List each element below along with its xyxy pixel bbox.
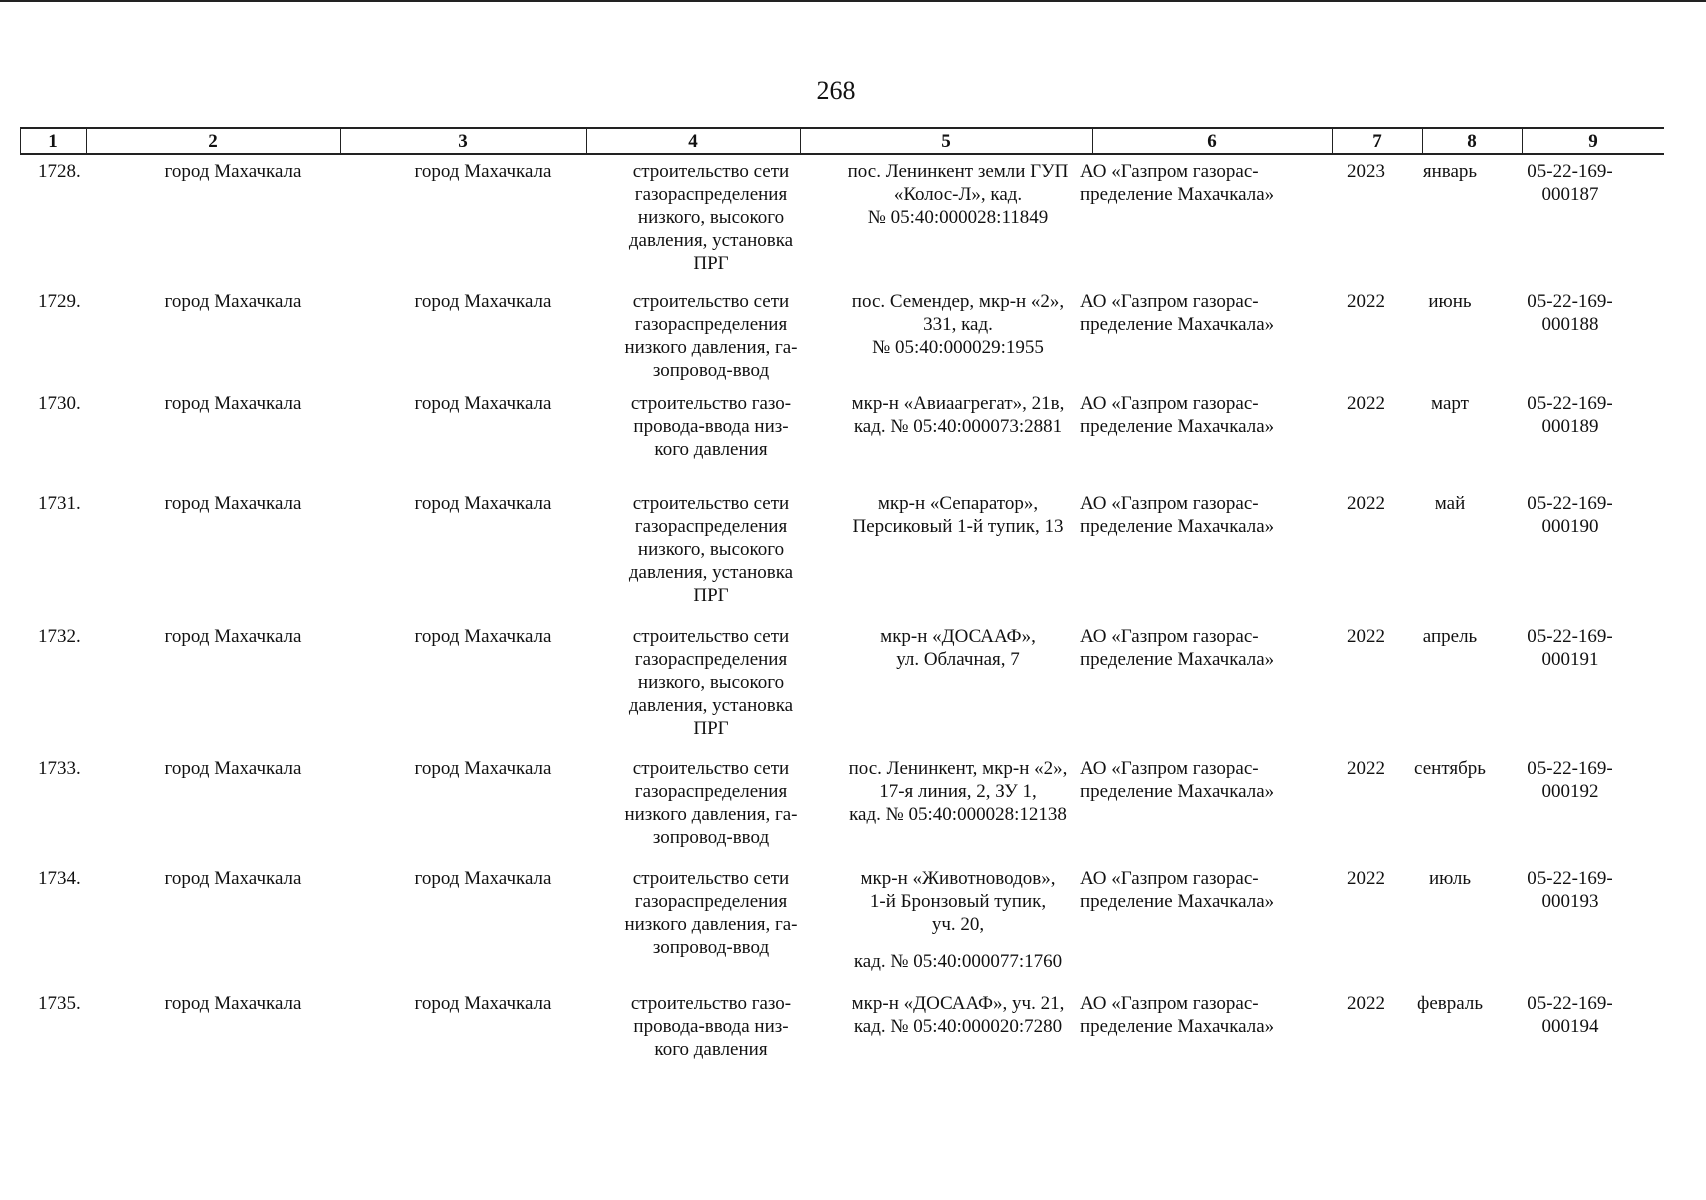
column-header-5: 5 xyxy=(941,131,951,152)
organization-cell: АО «Газпром газорас- пределение Махачкала» xyxy=(1080,393,1275,437)
address-cell: мкр-н «Авиаагрегат», 21в, кад. № 05:40:000073:2881 xyxy=(851,393,1065,437)
row-number: 1733. xyxy=(38,758,81,779)
header-divider xyxy=(86,129,87,153)
column-header-6: 6 xyxy=(1207,131,1217,152)
organization-cell: АО «Газпром газорас- пределение Махачкала» xyxy=(1080,493,1275,537)
year-cell: 2022 xyxy=(1347,993,1385,1014)
municipality-cell: город Махачкала xyxy=(164,493,302,514)
code-cell: 05-22-169- 000187 xyxy=(1527,161,1613,205)
settlement-cell: город Махачкала xyxy=(414,626,552,647)
header-divider xyxy=(800,129,801,153)
work-description-cell: строительство газо- провода-ввода низ- кого давления xyxy=(630,393,792,460)
table-header xyxy=(20,129,1664,153)
header-divider xyxy=(1092,129,1093,153)
year-cell: 2022 xyxy=(1347,291,1385,312)
year-cell: 2022 xyxy=(1347,626,1385,647)
month-cell: апрель xyxy=(1422,626,1478,647)
row-number: 1735. xyxy=(38,993,81,1014)
header-divider xyxy=(1422,129,1423,153)
month-cell: май xyxy=(1434,493,1466,514)
address-cell: мкр-н «Животноводов», 1-й Бронзовый тупик, уч. 20, кад. № 05:40:000077:1760 xyxy=(853,868,1063,972)
column-header-4: 4 xyxy=(688,131,698,152)
year-cell: 2022 xyxy=(1347,758,1385,779)
month-cell: март xyxy=(1431,393,1469,414)
organization-cell: АО «Газпром газорас- пределение Махачкала» xyxy=(1080,758,1275,802)
year-cell: 2022 xyxy=(1347,493,1385,514)
work-description-cell: строительство сети газораспределения низкого давления, га- зопровод-ввод xyxy=(624,291,798,381)
work-description-cell: строительство сети газораспределения низкого, высокого давления, установка ПРГ xyxy=(628,493,794,606)
code-cell: 05-22-169- 000192 xyxy=(1527,758,1613,802)
address-cell: пос. Ленинкент, мкр-н «2», 17-я линия, 2, ЗУ 1, кад. № 05:40:000028:12138 xyxy=(848,758,1068,825)
settlement-cell: город Махачкала xyxy=(414,393,552,414)
row-number: 1731. xyxy=(38,493,81,514)
code-cell: 05-22-169- 000190 xyxy=(1527,493,1613,537)
work-description-cell: строительство газо- провода-ввода низ- кого давления xyxy=(630,993,792,1060)
municipality-cell: город Махачкала xyxy=(164,868,302,889)
work-description-cell: строительство сети газораспределения низкого, высокого давления, установка ПРГ xyxy=(628,626,794,739)
settlement-cell: город Махачкала xyxy=(414,993,552,1014)
header-divider xyxy=(586,129,587,153)
settlement-cell: город Махачкала xyxy=(414,493,552,514)
code-cell: 05-22-169- 000193 xyxy=(1527,868,1613,912)
row-number: 1734. xyxy=(38,868,81,889)
page-top-edge xyxy=(0,0,1706,2)
municipality-cell: город Махачкала xyxy=(164,626,302,647)
column-header-9: 9 xyxy=(1588,131,1598,152)
municipality-cell: город Махачкала xyxy=(164,393,302,414)
year-cell: 2023 xyxy=(1347,161,1385,182)
organization-cell: АО «Газпром газорас- пределение Махачкала» xyxy=(1080,161,1275,205)
municipality-cell: город Махачкала xyxy=(164,758,302,779)
code-cell: 05-22-169- 000188 xyxy=(1527,291,1613,335)
municipality-cell: город Махачкала xyxy=(164,291,302,312)
month-cell: июль xyxy=(1428,868,1472,889)
column-header-7: 7 xyxy=(1372,131,1382,152)
month-cell: февраль xyxy=(1417,993,1483,1014)
code-cell: 05-22-169- 000191 xyxy=(1527,626,1613,670)
municipality-cell: город Махачкала xyxy=(164,993,302,1014)
header-divider xyxy=(1522,129,1523,153)
settlement-cell: город Махачкала xyxy=(414,291,552,312)
month-cell: сентябрь xyxy=(1414,758,1486,779)
settlement-cell: город Махачкала xyxy=(414,161,552,182)
column-header-2: 2 xyxy=(208,131,218,152)
year-cell: 2022 xyxy=(1347,393,1385,414)
year-cell: 2022 xyxy=(1347,868,1385,889)
month-cell: январь xyxy=(1422,161,1478,182)
address-cell: пос. Семендер, мкр-н «2», 331, кад. № 05:40:000029:1955 xyxy=(851,291,1065,358)
organization-cell: АО «Газпром газорас- пределение Махачкала» xyxy=(1080,868,1275,912)
column-header-8: 8 xyxy=(1467,131,1477,152)
organization-cell: АО «Газпром газорас- пределение Махачкала» xyxy=(1080,291,1275,335)
settlement-cell: город Махачкала xyxy=(414,758,552,779)
header-bottom-rule xyxy=(20,153,1664,155)
row-number: 1729. xyxy=(38,291,81,312)
organization-cell: АО «Газпром газорас- пределение Махачкала» xyxy=(1080,993,1275,1037)
work-description-cell: строительство сети газораспределения низкого, высокого давления, установка ПРГ xyxy=(628,161,794,274)
organization-cell: АО «Газпром газорас- пределение Махачкала» xyxy=(1080,626,1275,670)
header-divider xyxy=(1332,129,1333,153)
municipality-cell: город Махачкала xyxy=(164,161,302,182)
column-header-1: 1 xyxy=(48,131,58,152)
settlement-cell: город Махачкала xyxy=(414,868,552,889)
row-number: 1732. xyxy=(38,626,81,647)
code-cell: 05-22-169- 000189 xyxy=(1527,393,1613,437)
header-divider xyxy=(340,129,341,153)
address-cell: мкр-н «Сепаратор», Персиковый 1-й тупик, 13 xyxy=(852,493,1064,537)
code-cell: 05-22-169- 000194 xyxy=(1527,993,1613,1037)
address-cell: мкр-н «ДОСААФ», ул. Облачная, 7 xyxy=(880,626,1036,670)
row-number: 1730. xyxy=(38,393,81,414)
work-description-cell: строительство сети газораспределения низкого давления, га- зопровод-ввод xyxy=(624,868,798,958)
month-cell: июнь xyxy=(1428,291,1472,312)
work-description-cell: строительство сети газораспределения низкого давления, га- зопровод-ввод xyxy=(624,758,798,848)
column-header-3: 3 xyxy=(458,131,468,152)
page-number: 268 xyxy=(816,76,856,105)
row-number: 1728. xyxy=(38,161,81,182)
header-divider xyxy=(20,129,21,153)
address-cell: мкр-н «ДОСААФ», уч. 21, кад. № 05:40:000020:7280 xyxy=(851,993,1065,1037)
address-cell: пос. Ленинкент земли ГУП «Колос-Л», кад. № 05:40:000028:11849 xyxy=(847,161,1069,228)
